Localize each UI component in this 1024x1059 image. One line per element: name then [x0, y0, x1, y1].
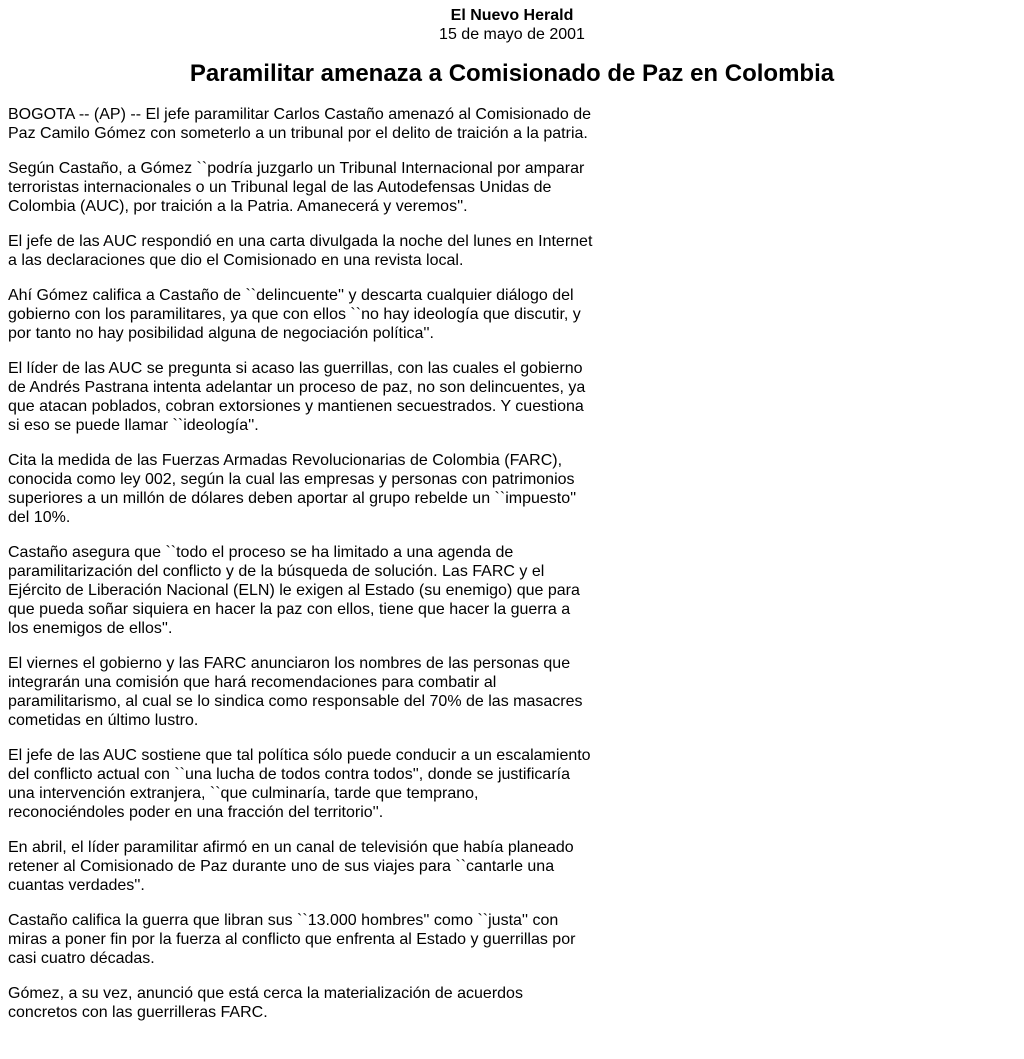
article-body [8, 105, 593, 1038]
masthead [0, 6, 1024, 44]
article-paragraph: El jefe de las AUC respondió en una carta divulgada la noche del lunes en Internet a las declaraciones que dio el Comisionado en una revista local. [8, 233, 593, 269]
publication-name: El Nuevo Herald [450, 7, 574, 24]
article-paragraph: En abril, el líder paramilitar afirmó en un canal de televisión que había planeado retener al Comisionado de Paz durante uno de sus viajes para ``cantarle una cuantas verdades''. [8, 839, 574, 894]
article-paragraph: Castaño asegura que ``todo el proceso se ha limitado a una agenda de paramilitarización del conflicto y de la búsqueda de solución. Las FARC y el Ejército de Liberación Nacional (ELN) le exigen al Estado (su enemigo) que para que pueda soñar siquiera en hacer la paz con ellos, tiene que hacer la guerra a los enemigos de ellos''. [8, 544, 580, 637]
article-paragraph: Cita la medida de las Fuerzas Armadas Revolucionarias de Colombia (FARC), conocida como ley 002, según la cual las empresas y personas con patrimonios superiores a un millón de dólares deben aportar al grupo rebelde un ``impuesto'' del 10%. [8, 452, 577, 526]
article-paragraph: Castaño califica la guerra que libran sus ``13.000 hombres'' como ``justa'' con miras a poner fin por la fuerza al conflicto que enfrenta al Estado y guerrillas por casi cuatro décadas. [8, 912, 576, 967]
article-headline: Paramilitar amenaza a Comisionado de Paz en Colombia [189, 60, 835, 87]
article-paragraph: El jefe de las AUC sostiene que tal política sólo puede conducir a un escalamiento del conflicto actual con ``una lucha de todos contra todos'', donde se justificaría una intervención extranjera, ``que culminaría, tarde que temprano, reconociéndoles poder en una fracción del territorio''. [8, 747, 591, 821]
article-paragraph: El líder de las AUC se pregunta si acaso las guerrillas, con las cuales el gobierno de Andrés Pastrana intenta adelantar un proceso de paz, no son delincuentes, ya que atacan poblados, cobran extorsiones y mantienen secuestrados. Y cuestiona si eso se puede llamar ``ideología''. [8, 360, 586, 434]
article-paragraph: Según Castaño, a Gómez ``podría juzgarlo un Tribunal Internacional por amparar terroristas internacionales o un Tribunal legal de las Autodefensas Unidas de Colombia (AUC), por traición a la Patria. Amanecerá y veremos''. [8, 160, 585, 215]
article-paragraph: BOGOTA -- (AP) -- El jefe paramilitar Carlos Castaño amenazó al Comisionado de Paz Camilo Gómez con someterlo a un tribunal por el delito de traición a la patria. [8, 106, 592, 142]
article-paragraph: Gómez, a su vez, anunció que está cerca la materialización de acuerdos concretos con las guerrilleras FARC. [8, 985, 523, 1021]
article-paragraph: Ahí Gómez califica a Castaño de ``delincuente'' y descarta cualquier diálogo del gobierno con los paramilitares, ya que con ellos ``no hay ideología que discutir, y por tanto no hay posibilidad alguna de negociación política''. [8, 287, 581, 342]
article-paragraph: El viernes el gobierno y las FARC anunciaron los nombres de las personas que integrarán una comisión que hará recomendaciones para combatir al paramilitarismo, al cual se lo sindica como responsable del 70% de las masacres cometidas en último lustro. [8, 655, 583, 729]
publication-date: 15 de mayo de 2001 [439, 26, 585, 43]
